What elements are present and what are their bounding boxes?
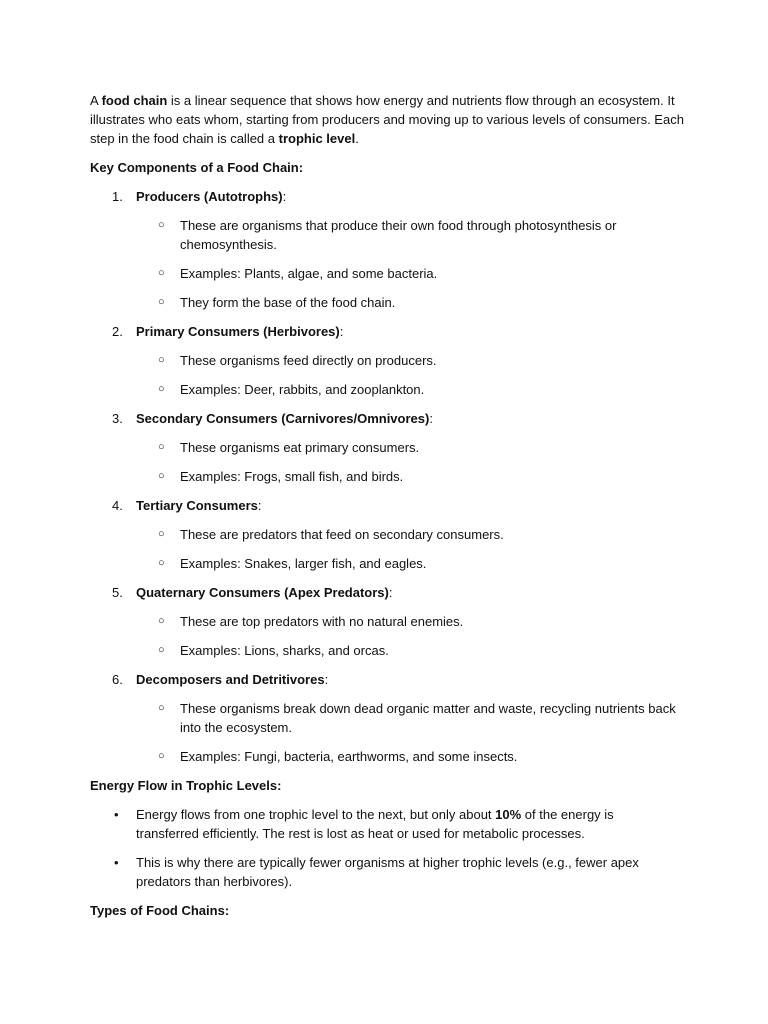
component-1-point-1 [90,216,680,254]
component-4-point-2 [90,554,680,573]
intro-text-1: A [90,93,102,108]
component-number: 5. [112,585,123,600]
component-5-point-1 [90,612,680,631]
point-text: Examples: Deer, rabbits, and zooplankton. [180,382,425,397]
component-1-point-2 [90,264,680,283]
intro-bold-trophic-level: trophic level [278,131,356,146]
intro-bold-food-chain: food chain [101,93,168,108]
component-item-1 [90,187,690,206]
sub-bullet-marker: ○ [158,441,165,453]
component-item-4 [90,496,690,515]
component-6-point-2 [90,747,680,766]
component-title-suffix: : [429,411,433,426]
component-title-suffix: : [282,189,287,204]
point-text: Examples: Plants, algae, and some bacteria. [180,266,438,281]
component-2-point-1 [90,351,680,370]
sub-bullet-marker: ○ [158,470,165,482]
component-5-point-2 [90,641,680,660]
point-text: Examples: Lions, sharks, and orcas. [180,643,389,658]
bullet-marker: • [114,807,119,822]
point-text: These organisms break down dead organic matter and waste, recycling nutrients back into the ecosystem. [180,701,676,735]
point-text: These are organisms that produce their own food through photosynthesis or chemosynthesis. [180,218,617,252]
component-title: Tertiary Consumers [136,498,258,513]
point-text: These are predators that feed on secondary consumers. [180,527,504,542]
component-number: 6. [112,672,123,687]
sub-bullet-marker: ○ [158,219,165,231]
point-text: Examples: Snakes, larger fish, and eagles. [180,556,427,571]
heading-key-components: Key Components of a Food Chain: [90,160,304,175]
component-title: Quaternary Consumers (Apex Predators) [136,585,389,600]
component-item-6 [90,670,690,689]
document-page [90,91,690,930]
sub-bullet-marker: ○ [158,702,165,714]
component-title-suffix: : [324,672,329,687]
intro-paragraph [90,91,690,148]
point-text: Examples: Frogs, small fish, and birds. [180,469,404,484]
component-3-point-2 [90,467,680,486]
component-2-point-2 [90,380,680,399]
heading-energy-flow: Energy Flow in Trophic Levels: [90,778,282,793]
component-title-suffix: : [339,324,344,339]
component-3-point-1 [90,438,680,457]
sub-bullet-marker: ○ [158,750,165,762]
energy-bullet-1-text-a: Energy flows from one trophic level to the next, but only about [136,807,496,822]
energy-bullet-1-text-b: of the energy is transferred efficiently. The rest is lost as heat or used for metabolic processes. [136,807,614,841]
component-1-point-3 [90,293,680,312]
component-title: Primary Consumers (Herbivores) [136,324,340,339]
component-item-2 [90,322,690,341]
sub-bullet-marker: ○ [158,528,165,540]
point-text: Examples: Fungi, bacteria, earthworms, and some insects. [180,749,518,764]
component-number: 4. [112,498,123,513]
intro-text-2: is a linear sequence that shows how energy and nutrients flow through an ecosystem. It illustrates who eats whom, starting from producers and moving up to various levels of consumers. Each step in the food chain is called a [90,93,684,146]
intro-text-3: . [355,131,359,146]
component-title: Secondary Consumers (Carnivores/Omnivores) [136,411,430,426]
point-text: These organisms eat primary consumers. [180,440,420,455]
point-text: These organisms feed directly on producers. [180,353,437,368]
sub-bullet-marker: ○ [158,267,165,279]
components-list [90,187,690,766]
component-4-point-1 [90,525,680,544]
heading-types-of-food-chains: Types of Food Chains: [90,903,230,918]
energy-bullet-1 [90,805,676,843]
component-number: 2. [112,324,123,339]
point-text: These are top predators with no natural enemies. [180,614,464,629]
bullet-marker: • [114,855,119,870]
component-item-5 [90,583,690,602]
component-number: 3. [112,411,123,426]
energy-bullet-2-text: This is why there are typically fewer organisms at higher trophic levels (e.g., fewer apex predators than herbivores). [136,855,639,889]
component-title: Producers (Autotrophs) [136,189,283,204]
component-number: 1. [112,189,123,204]
sub-bullet-marker: ○ [158,557,165,569]
component-title-suffix: : [257,498,262,513]
sub-bullet-marker: ○ [158,296,165,308]
sub-bullet-marker: ○ [158,354,165,366]
component-title: Decomposers and Detritivores [136,672,325,687]
energy-bullet-1-bold: 10% [495,807,522,822]
component-item-3 [90,409,690,428]
sub-bullet-marker: ○ [158,644,165,656]
component-title-suffix: : [388,585,393,600]
component-6-point-1 [90,699,680,737]
energy-bullet-2 [90,853,676,891]
sub-bullet-marker: ○ [158,383,165,395]
point-text: They form the base of the food chain. [180,295,396,310]
sub-bullet-marker: ○ [158,615,165,627]
